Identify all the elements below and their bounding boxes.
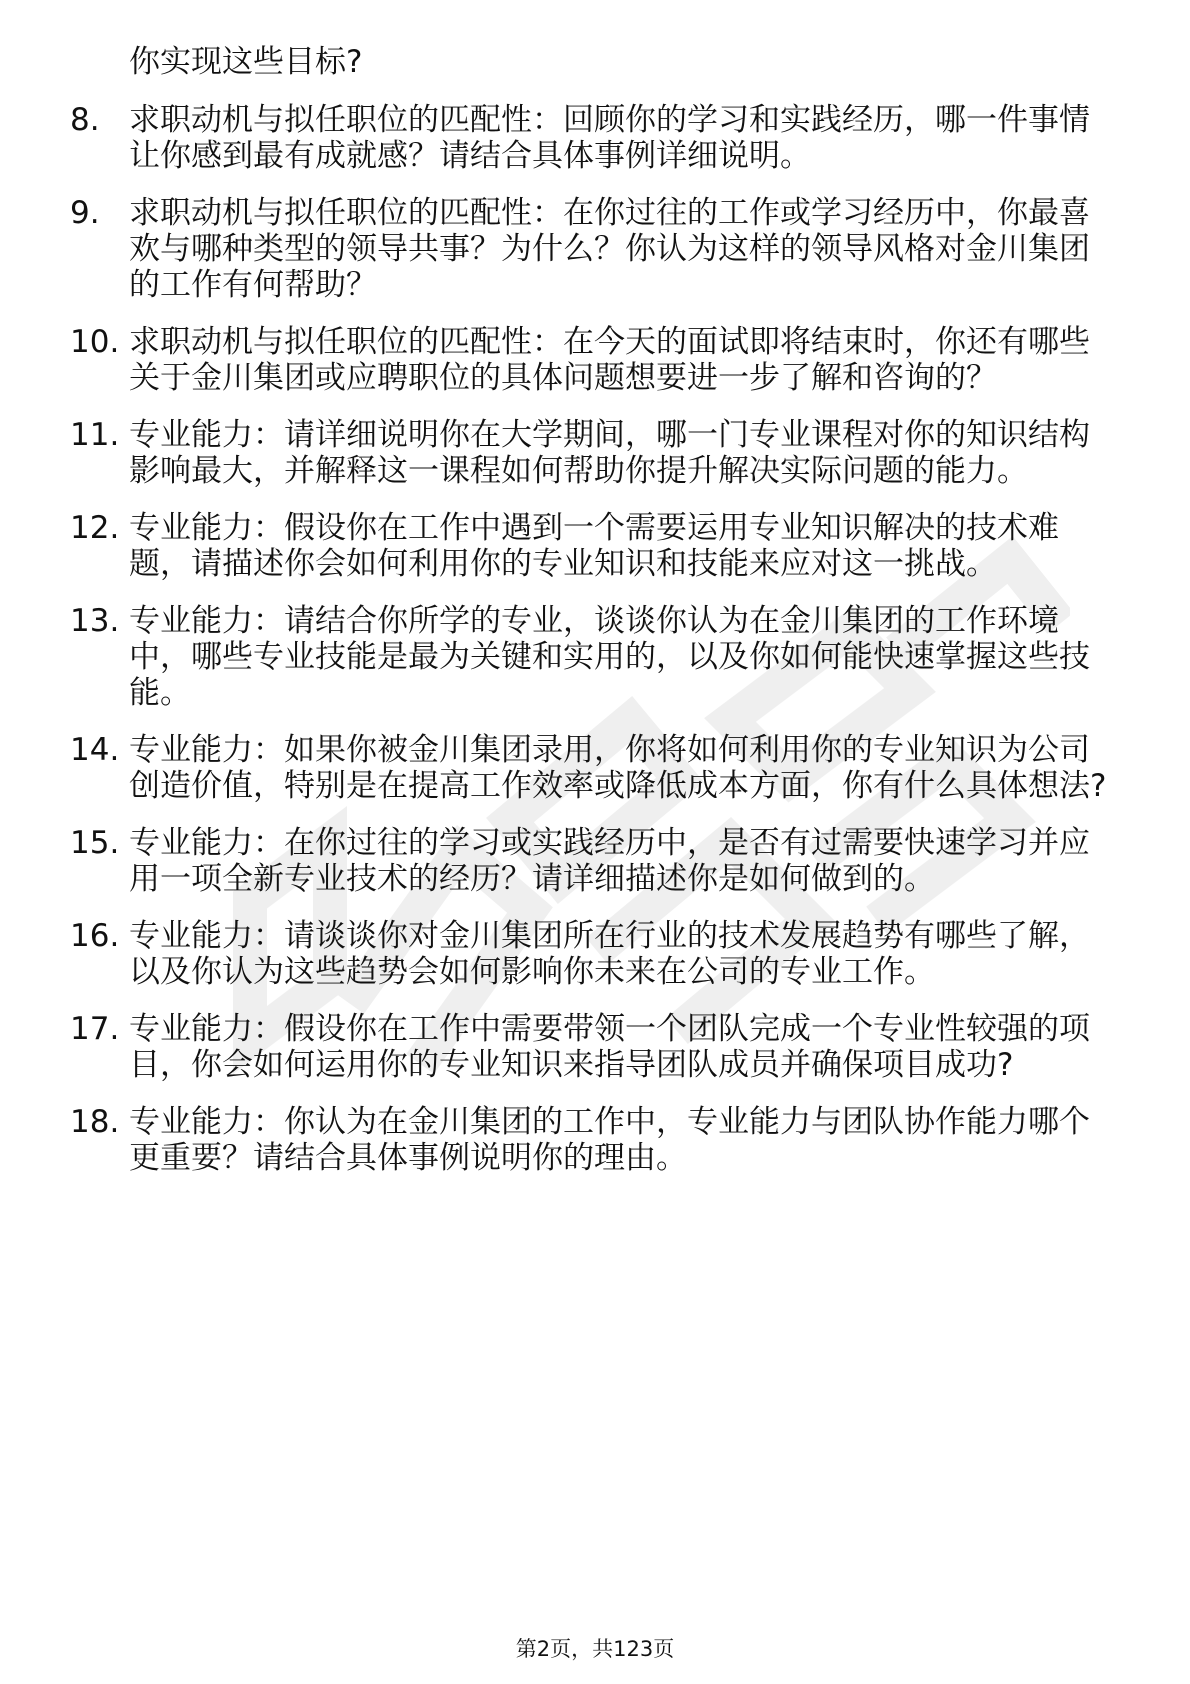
question-text: 专业能力：请结合你所学的专业，谈谈你认为在金川集团的工作环境中，哪些专业技能是最为关键和实用的，以及你如何能快速掌握这些技能。 <box>129 603 1090 711</box>
question-number: 11. <box>70 417 120 453</box>
list-item <box>70 732 1120 804</box>
list-item <box>70 1104 1120 1176</box>
list-item <box>70 324 1120 396</box>
question-text: 专业能力：如果你被金川集团录用，你将如何利用你的专业知识为公司创造价值，特别是在提高工作效率或降低成本方面，你有什么具体想法? <box>129 732 1107 804</box>
list-item <box>70 918 1120 990</box>
question-text: 专业能力：请谈谈你对金川集团所在行业的技术发展趋势有哪些了解，以及你认为这些趋势会如何影响你未来在公司的专业工作。 <box>129 918 1090 990</box>
list-item <box>70 417 1120 489</box>
page-footer: 第2页，共123页 <box>515 1637 675 1661</box>
question-number: 18. <box>70 1104 120 1140</box>
question-number: 17. <box>70 1011 120 1047</box>
continuation-text: 你实现这些目标? <box>129 44 363 80</box>
list-item <box>70 603 1120 711</box>
list-item <box>70 195 1120 303</box>
list-item <box>70 102 1120 174</box>
question-number: 16. <box>70 918 120 954</box>
question-text: 专业能力：请详细说明你在大学期间，哪一门专业课程对你的知识结构影响最大，并解释这一课程如何帮助你提升解决实际问题的能力。 <box>129 417 1090 489</box>
question-number: 8. <box>70 102 100 138</box>
question-number: 13. <box>70 603 120 639</box>
question-number: 14. <box>70 732 120 768</box>
question-number: 9. <box>70 195 100 231</box>
question-number: 15. <box>70 825 120 861</box>
question-text: 求职动机与拟任职位的匹配性：在今天的面试即将结束时，你还有哪些关于金川集团或应聘职位的具体问题想要进一步了解和咨询的？ <box>129 324 1090 396</box>
list-item <box>70 510 1120 582</box>
question-text: 求职动机与拟任职位的匹配性：回顾你的学习和实践经历，哪一件事情让你感到最有成就感？请结合具体事例详细说明。 <box>129 102 1090 174</box>
question-number: 12. <box>70 510 120 546</box>
question-number: 10. <box>70 324 120 360</box>
question-text: 求职动机与拟任职位的匹配性：在你过往的工作或学习经历中，你最喜欢与哪种类型的领导共事？为什么？你认为这样的领导风格对金川集团的工作有何帮助？ <box>129 195 1090 303</box>
list-item <box>70 825 1120 897</box>
question-text: 专业能力：假设你在工作中遇到一个需要运用专业知识解决的技术难题，请描述你会如何利用你的专业知识和技能来应对这一挑战。 <box>129 510 1059 582</box>
list-item <box>70 1011 1120 1083</box>
question-list <box>70 102 1120 1176</box>
question-text: 专业能力：你认为在金川集团的工作中，专业能力与团队协作能力哪个更重要？请结合具体事例说明你的理由。 <box>129 1104 1090 1176</box>
question-text: 专业能力：假设你在工作中需要带领一个团队完成一个专业性较强的项目，你会如何运用你的专业知识来指导团队成员并确保项目成功? <box>129 1011 1090 1083</box>
question-text: 专业能力：在你过往的学习或实践经历中，是否有过需要快速学习并应用一项全新专业技术的经历？请详细描述你是如何做到的。 <box>129 825 1090 897</box>
document-body <box>70 44 1120 1197</box>
